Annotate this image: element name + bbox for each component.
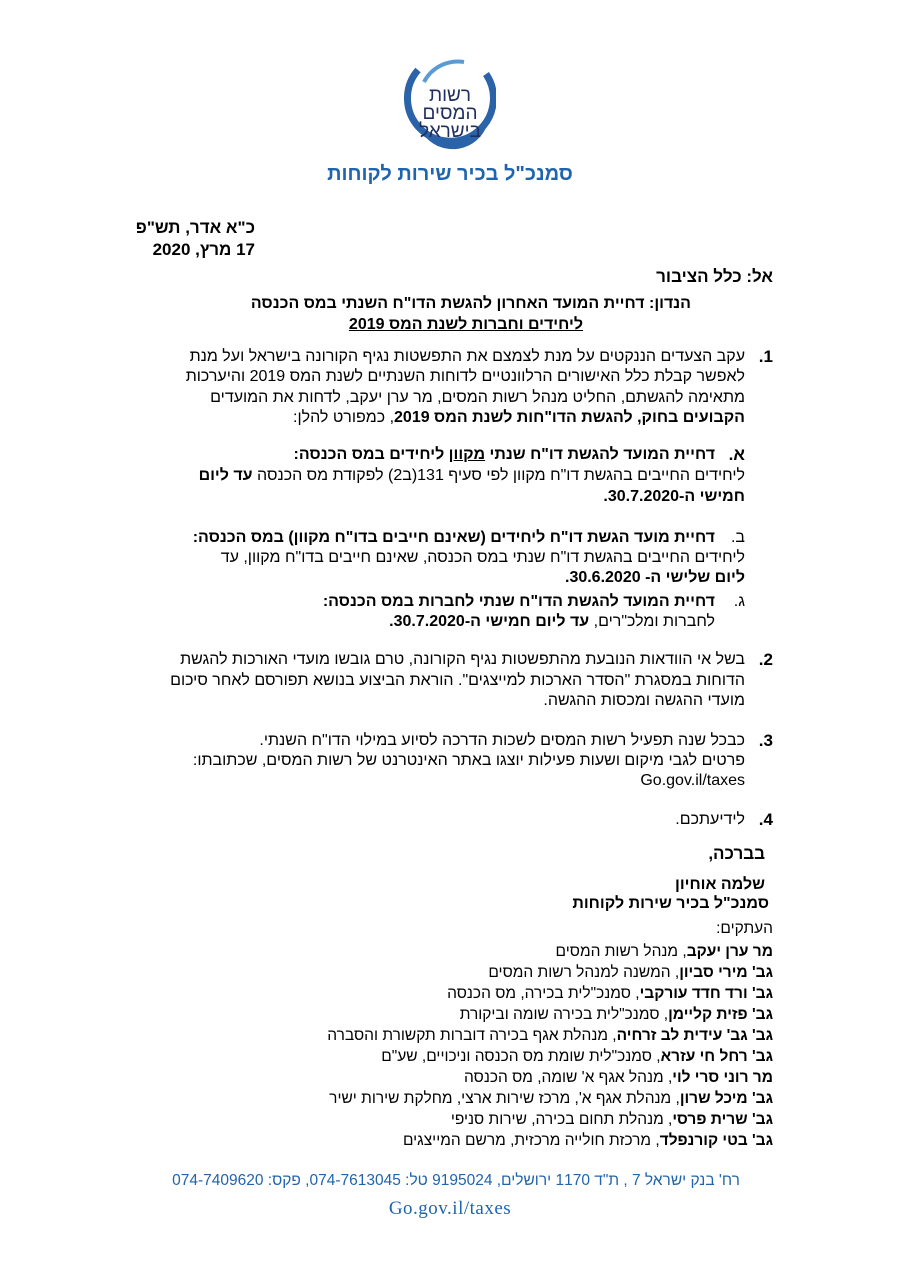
p2-line-2: הדוחות במסגרת "הסדר הארכות למייצגים". הוראת הביצוע בנושא תפורסם לאחר סיכום [170,672,745,689]
sub-a-heading-pre: דחיית המועד להגשת דו"ח שנתי [485,446,715,463]
cc-role: , מנהלת אגף א', מרכז שירות ארצי, מחלקת שירות ישיר [329,1090,680,1107]
cc-entry [488,963,773,983]
recipient: אל: כלל הציבור [656,267,773,286]
cc-role: , מנהלת תחום בכירה, שירות סניפי [450,1111,673,1128]
date-hebrew: כ"א אדר, תש"פ [135,218,255,237]
section-number-4: 4. [758,810,773,829]
cc-entry [556,942,773,962]
signer-name: שלמה אוחיון [674,876,765,893]
subject-line-2: ליחידים וחברות לשנת המס 2019 [348,316,583,333]
cc-role: , סמנכ"לית בכירה, מס הכנסה [447,985,640,1002]
sub-a-line-1-text: ליחידים החייבים בהגשת דו"ח מקוון לפי סעיף 131(ב2) לפקודת מס הכנסה [252,467,745,484]
cc-label: העתקים: [716,920,773,937]
cc-name: גב' רחל חי עזרא [660,1048,773,1065]
p1-line-4-bold: הקבועים בחוק, להגשת הדו"חות לשנת המס 2019 [394,409,745,426]
cc-name: גב' מירי סביון [679,964,773,981]
cc-name: גב' גב' עידית לב זרחיה [616,1027,773,1044]
sub-b-line-2: ליום שלישי ה- 30.6.2020. [564,569,745,586]
cc-role: , סמנכ"לית בכירה שומה וביקורת [459,1006,669,1023]
cc-entry [447,984,773,1004]
p2-line-3: מועדי ההגשה ומכסות ההגשה. [543,692,745,709]
footer-website-link[interactable]: Go.gov.il/taxes [388,1198,512,1219]
p3-line-2: פרטים לגבי מיקום ושעות פעילות יוצגו באתר האינטרנט של רשות המסים, שכתובתו: [192,752,745,769]
sub-a-heading [294,445,715,465]
subject-line-1: הנדון: דחיית המועד האחרון להגשת הדו"ח השנתי במס הכנסה [250,295,691,312]
sub-letter-a: א. [728,445,745,464]
cc-entry [329,1089,773,1109]
cc-role: , מנהל אגף א' שומה, מס הכנסה [464,1069,673,1086]
sub-a-line-2: חמישי ה-30.7.2020. [603,488,745,505]
cc-entry [403,1131,773,1151]
logo-text-3: בישראל [419,121,481,142]
cc-role: , מנהל רשות המסים [555,943,687,960]
cc-entry [460,1005,773,1025]
logo-text-2: המסים [422,103,478,124]
office-name: סמנכ"ל בכיר שירות לקוחות [327,163,573,185]
footer-address: רח' בנק ישראל 7 , ת"ד 1170 ירושלים, 9195024 טל: 074-7613045, פקס: 074-7409620 [172,1172,740,1189]
sub-c-line-1-bold: עד ליום חמישי ה-30.7.2020. [389,613,590,630]
sub-a-line-1 [199,466,745,486]
cc-role: , המשנה למנהל רשות המסים [488,964,680,981]
cc-name: גב' בטי קורנפלד [659,1132,773,1149]
section-number-1: 1. [758,347,773,366]
cc-name: מר ערן יעקב [686,943,773,960]
p2-line-1: בשל אי הוודאות הנובעת מהתפשטות נגיף הקורונה, טרם גובשו מועדי האורכות להגשת [180,651,745,668]
section-number-2: 2. [758,650,773,669]
cc-entry [327,1026,773,1046]
cc-name: גב' פזית קליימן [668,1006,773,1023]
p1-line-4-rest: , כמפורט להלן: [293,409,395,426]
cc-entry [381,1047,773,1067]
p3-website-link[interactable]: Go.gov.il/taxes [640,772,745,789]
cc-name: מר רוני סרי לוי [672,1069,773,1086]
sub-c-line-1 [389,612,715,632]
sub-letter-b: ב. [730,529,745,546]
sub-a-heading-underlined: מקוון [448,446,486,463]
date-gregorian: 17 מרץ, 2020 [152,240,255,259]
sub-c-line-1-text: לחברות ומלכ"רים, [589,613,715,630]
p4-text: לידיעתכם. [675,811,745,828]
cc-role: , סמנכ"לית שומת מס הכנסה וניכויים, שע"ם [381,1048,661,1065]
cc-entry [464,1068,773,1088]
section-number-3: 3. [758,731,773,750]
greeting: בברכה, [708,844,765,863]
sub-a-heading-post: ליחידים במס הכנסה: [293,446,449,463]
p1-line-4 [293,408,745,428]
cc-name: גב' ורד חדד עורקבי [639,985,773,1002]
p1-line-1: עקב הצעדים הננקטים על מנת לצמצם את התפשטות נגיף הקורונה בישראל ועל מנת [189,348,745,365]
sub-a-line-1-bold: עד ליום [198,467,253,484]
tax-authority-logo [404,52,496,160]
cc-entry [451,1110,773,1130]
cc-name: גב' מיכל שרון [679,1090,773,1107]
p3-line-1: כבכל שנה תפעיל רשות המסים לשכות הדרכה לסיוע במילוי הדו"ח השנתי. [259,732,745,749]
logo-text-1: רשות [428,85,472,106]
signer-title: סמנכ"ל בכיר שירות לקוחות [572,895,769,912]
cc-role: , מנהלת אגף בכירה דוברות תקשורת והסברה [327,1027,617,1044]
cc-name: גב' שרית פרסי [672,1111,773,1128]
p1-line-3: מתאימה להגשתם, החליט מנהל רשות המסים, מר ערן יעקב, לדחות את המועדים [210,389,745,406]
sub-b-heading: דחיית מועד הגשת דו"ח ליחידים (שאינם חייבים בדו"ח מקוון) במס הכנסה: [192,529,715,546]
sub-letter-c: ג. [733,593,745,610]
sub-b-line-1: ליחידים החייבים בהגשת דו"ח שנתי במס הכנסה, שאינם חייבים בדו"ח מקוון, עד [220,549,745,566]
cc-role: , מרכזת חולייה מרכזית, מרשם המייצגים [402,1132,660,1149]
p1-line-2: לאפשר קבלת כלל האישורים הרלוונטיים לדוחות השנתיים לשנת המס 2019 והיערכות [185,368,745,385]
sub-c-heading: דחיית המועד להגשת הדו"ח שנתי לחברות במס הכנסה: [322,593,715,610]
